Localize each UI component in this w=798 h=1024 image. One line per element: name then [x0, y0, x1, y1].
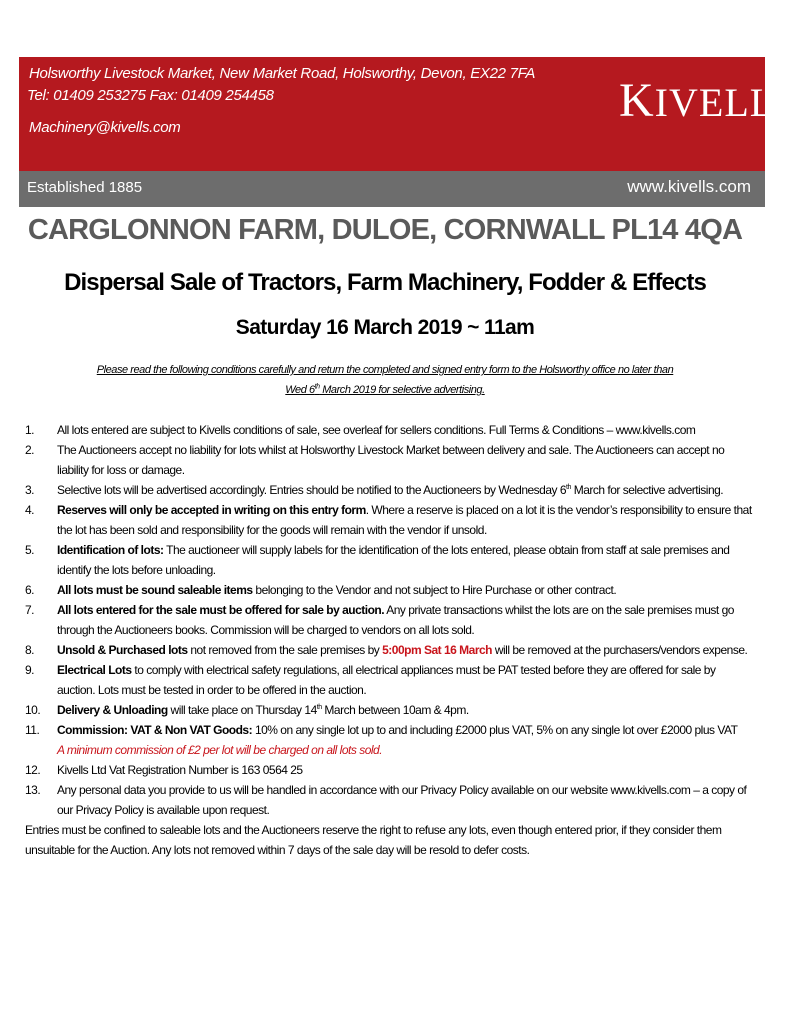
entry-notice: Please read the following conditions carefully and return the completed and signed entry form to the Holsworthy office no later than Wed 6th March 2019 for selective advertising.	[96, 364, 674, 396]
condition-item: 5. Identification of lots: The auctioneer will supply labels for the identification of the lots entered, please obtain from staff at sale premises and identify the lots before unloading.	[25, 543, 730, 577]
sale-title: Dispersal Sale of Tractors, Farm Machinery, Fodder & Effects	[64, 269, 706, 296]
email-link[interactable]: Machinery@kivells.com	[29, 119, 181, 136]
condition-item: 12. Kivells Ltd Vat Registration Number is 163 0564 25	[25, 763, 303, 777]
condition-item: 10. Delivery & Unloading will take place on Thursday 14th March between 10am & 4pm.	[25, 703, 469, 717]
kivells-logo: KIVELLS	[619, 74, 798, 127]
farm-title: CARGLONNON FARM, DULOE, CORNWALL PL14 4QA	[27, 214, 743, 246]
minimum-commission-note: A minimum commission of £2 per lot will be charged on all lots sold.	[57, 743, 383, 757]
condition-item: 2. The Auctioneers accept no liability for lots whilst at Holsworthy Livestock Market between delivery and sale. The Auctioneers can accept no liability for loss or damage.	[25, 443, 725, 477]
removal-deadline: 5:00pm Sat 16 March	[382, 643, 493, 657]
established-text: Established 1885	[27, 179, 143, 196]
phone-fax: Tel: 01409 253275 Fax: 01409 254458	[27, 87, 274, 104]
condition-item: 6. All lots must be sound saleable items belonging to the Vendor and not subject to Hire Purchase or other contract.	[25, 583, 617, 597]
condition-item: 4. Reserves will only be accepted in writing on this entry form. Where a reserve is placed on a lot it is the vendor’s responsibility to ensure that the lot has been sold and responsibility for the goods will remain with the vendor if unsold.	[25, 503, 752, 537]
header-strip	[19, 171, 765, 207]
condition-item: 1. All lots entered are subject to Kivells conditions of sale, see overleaf for sellers conditions. Full Terms & Conditions – www.kivells.com	[25, 423, 696, 437]
condition-item: 7. All lots entered for the sale must be offered for sale by auction. Any private transactions whilst the lots are on the sale premises must go through the Auctioneers books. Commission will be charged to vendors on all lots sold.	[25, 603, 734, 637]
contact-block	[29, 63, 535, 139]
condition-item: 13. Any personal data you provide to us will be handled in accordance with our Privacy Policy available on our website www.kivells.com – a copy of our Privacy Policy is available upon request.	[25, 783, 747, 817]
footer-note: Entries must be confined to saleable lots and the Auctioneers reserve the right to refuse any lots, even though entered prior, if they consider them unsuitable for the Auction. Any lots not removed within 7 days of the sale day will be resold to defer costs.	[25, 823, 722, 857]
header-banner	[19, 57, 798, 171]
condition-item: 11. Commission: VAT & Non VAT Goods: 10% on any single lot up to and including £2000 plus VAT, 5% on any single lot over £2000 plus VAT A minimum commission of £2 per lot will be charged on all lots sold.	[25, 720, 755, 760]
conditions-list	[25, 420, 755, 860]
website-link[interactable]: www.kivells.com	[627, 177, 751, 196]
condition-item: 9. Electrical Lots to comply with electrical safety regulations, all electrical appliances must be PAT tested before they are offered for sale by auction. Lots must be tested in order to be offered in the auction.	[25, 663, 716, 697]
condition-item: 3. Selective lots will be advertised accordingly. Entries should be notified to the Auctioneers by Wednesday 6th March for selective advertising.	[25, 483, 724, 497]
sale-date: Saturday 16 March 2019 ~ 11am	[235, 316, 535, 339]
address: Holsworthy Livestock Market, New Market Road, Holsworthy, Devon, EX22 7FA	[29, 65, 536, 82]
condition-item: 8. Unsold & Purchased lots not removed from the sale premises by 5:00pm Sat 16 March will be removed at the purchasers/vendors expense.	[25, 643, 748, 657]
